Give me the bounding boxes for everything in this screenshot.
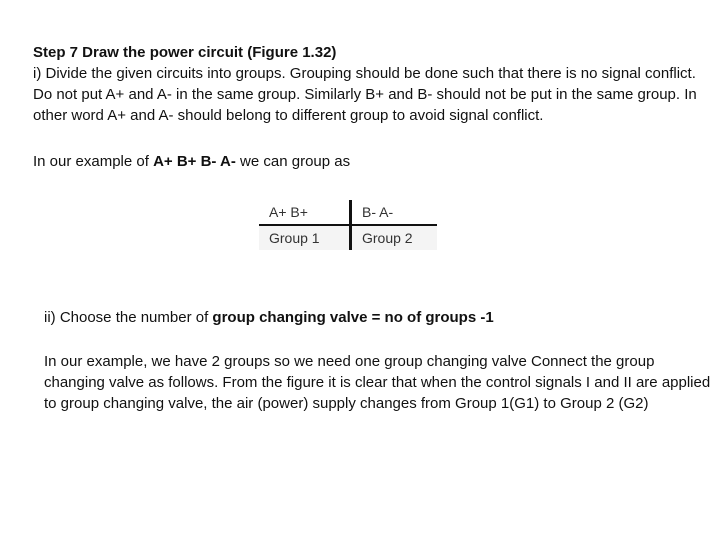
group-members-row <box>259 200 437 225</box>
valve-count-rule <box>44 307 704 328</box>
group1-label: Group 1 <box>259 225 351 250</box>
valve-rule-prefix: ii) Choose the number of <box>44 309 213 326</box>
group-labels-row <box>259 225 437 250</box>
group2-label: Group 2 <box>351 225 438 250</box>
valve-rule-formula: group changing valve = no of groups -1 <box>212 309 494 326</box>
grouping-instructions: i) Divide the given circuits into groups. Grouping should be done such that there is no signal conflict. Do not put A+ and A- in the same group. Similarly B+ and B- should not be put in the same group. In other word A+ and A- should belong to different group to avoid signal conflict. <box>33 65 697 124</box>
example-intro <box>33 151 693 172</box>
group1-members: A+ B+ <box>259 200 351 225</box>
example-sequence: A+ B+ B- A- <box>153 153 236 170</box>
valve-connection-explanation: In our example, we have 2 groups so we need one group changing valve Connect the group changing valve as follows. From the figure it is clear that when the control signals I and II are applied to group changing valve, the air (power) supply changes from Group 1(G1) to Group 2 (G2) <box>44 353 711 412</box>
step-heading: Step 7 Draw the power circuit (Figure 1.32) <box>33 44 337 61</box>
group-table <box>259 200 437 250</box>
example-suffix: we can group as <box>235 153 351 170</box>
example-prefix: In our example of <box>33 153 154 170</box>
group2-members: B- A- <box>351 200 438 225</box>
